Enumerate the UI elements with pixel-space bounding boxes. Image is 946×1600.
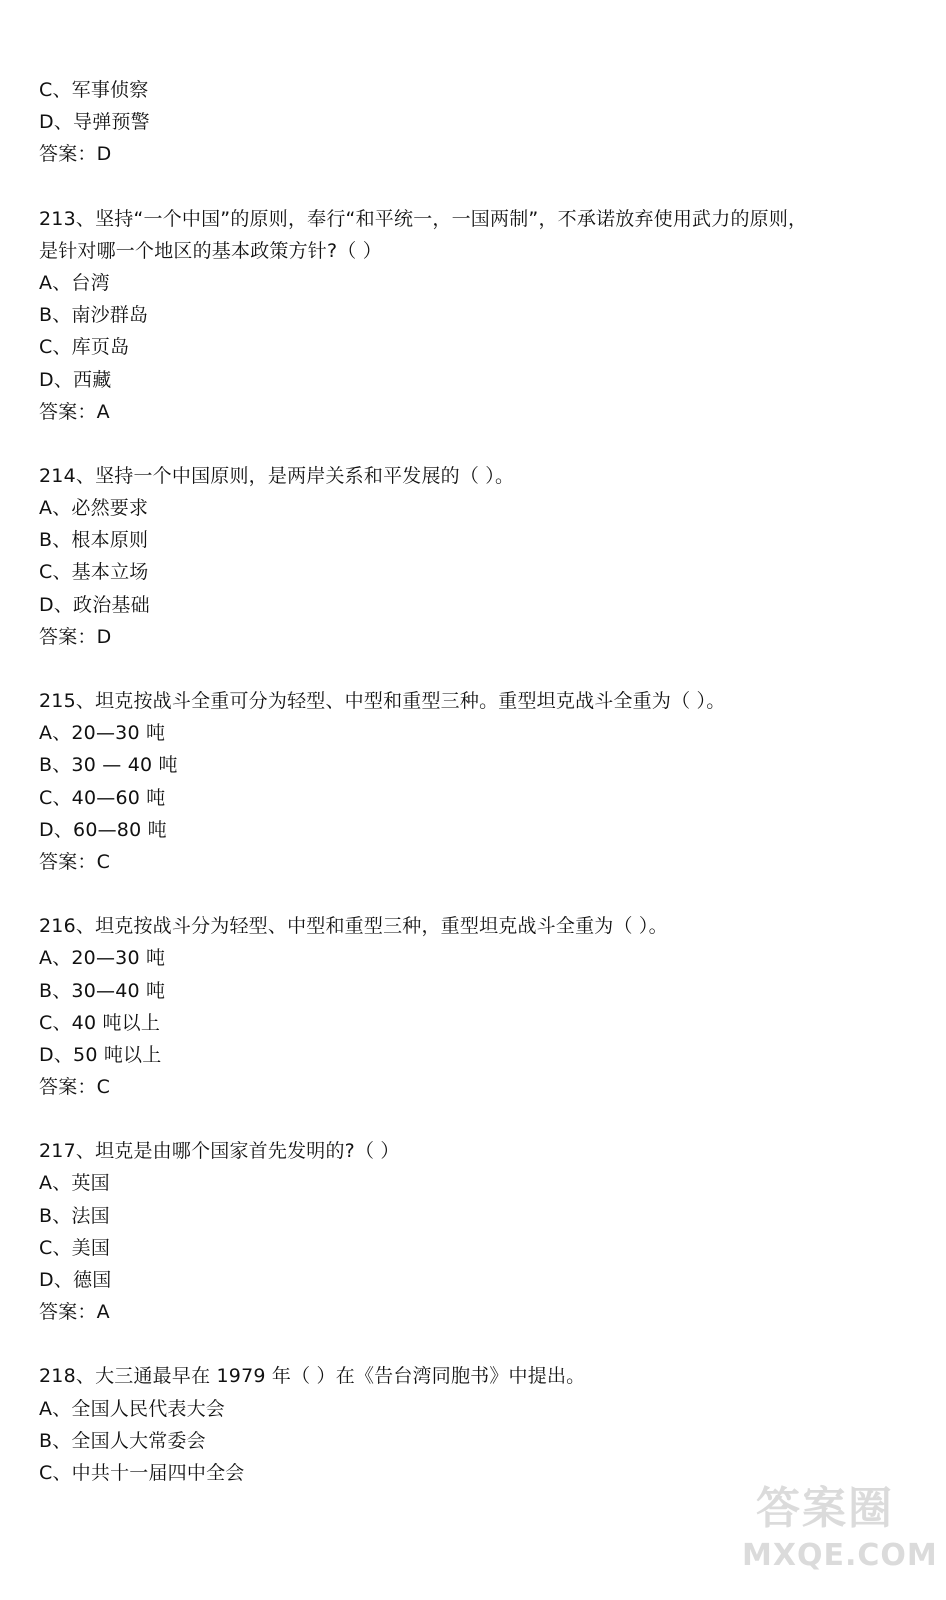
question-stem: 213、坚持“一个中国”的原则，奉行“和平统一，一国两制”，不承诺放弃使用武力的原则， [39,207,808,230]
question-block [39,910,919,1103]
answer-option: A、台湾 [39,271,110,294]
question-stem: 215、坦克按战斗全重可分为轻型、中型和重型三种。重型坦克战斗全重为（ ）。 [39,690,726,712]
answer-option: C、40—60 吨 [39,786,166,809]
question-block [39,1135,919,1328]
answer-option: A、必然要求 [39,497,149,520]
answer-option: A、全国人民代表大会 [39,1397,225,1420]
answer-option: D、德国 [39,1269,112,1291]
question-gap [39,653,919,685]
answer-key: 答案：D [39,143,112,166]
answer-option: B、根本原则 [39,529,149,552]
answer-option: B、30 — 40 吨 [39,754,178,777]
answer-key: 答案：D [39,625,112,648]
watermark-logo: 答案圈 [756,1483,894,1534]
answer-key: 答案：C [39,850,111,873]
question-block [39,685,919,878]
question-stem: 214、坚持一个中国原则，是两岸关系和平发展的（ ）。 [39,464,515,487]
answer-option: C、基本立场 [39,561,149,584]
question-stem: 217、坦克是由哪个国家首先发明的?（ ） [39,1140,400,1163]
question-gap [39,1328,919,1360]
question-block [39,1360,919,1489]
question-stem: 218、大三通最早在 1979 年（ ）在《告台湾同胞书》中提出。 [39,1365,586,1388]
answer-option: C、美国 [39,1236,111,1259]
question-block [39,74,919,171]
answer-option: D、60—80 吨 [39,818,167,841]
question-gap [39,428,919,460]
answer-option: D、政治基础 [39,593,150,616]
answer-key: 答案：A [39,1301,110,1324]
answer-option: B、南沙群岛 [39,304,149,327]
answer-key: 答案：A [39,400,110,423]
answer-option: D、西藏 [39,368,112,391]
watermark [742,1472,938,1590]
question-stem: 216、坦克按战斗分为轻型、中型和重型三种，重型坦克战斗全重为（ ）。 [39,915,668,938]
answer-option: C、库页岛 [39,336,130,359]
answer-option: A、英国 [39,1172,110,1195]
answer-option: A、20—30 吨 [39,722,166,745]
answer-option: B、30—40 吨 [39,979,166,1002]
question-list [39,74,919,1489]
question-stem: 是针对哪一个地区的基本政策方针?（ ） [39,239,382,262]
answer-option: C、中共十一届四中全会 [39,1461,245,1484]
answer-option: C、40 吨以上 [39,1011,161,1034]
answer-option: A、20—30 吨 [39,947,166,970]
question-gap [39,1103,919,1135]
answer-option: D、50 吨以上 [39,1043,162,1066]
question-gap [39,171,919,203]
answer-option: D、导弹预警 [39,111,150,134]
watermark-url: MXQE.COM [742,1538,938,1573]
answer-option: C、军事侦察 [39,79,149,101]
question-gap [39,878,919,910]
answer-option: B、法国 [39,1204,110,1227]
answer-option: B、全国人大常委会 [39,1429,206,1452]
answer-key: 答案：C [39,1076,111,1099]
question-block [39,460,919,653]
question-block [39,203,919,428]
